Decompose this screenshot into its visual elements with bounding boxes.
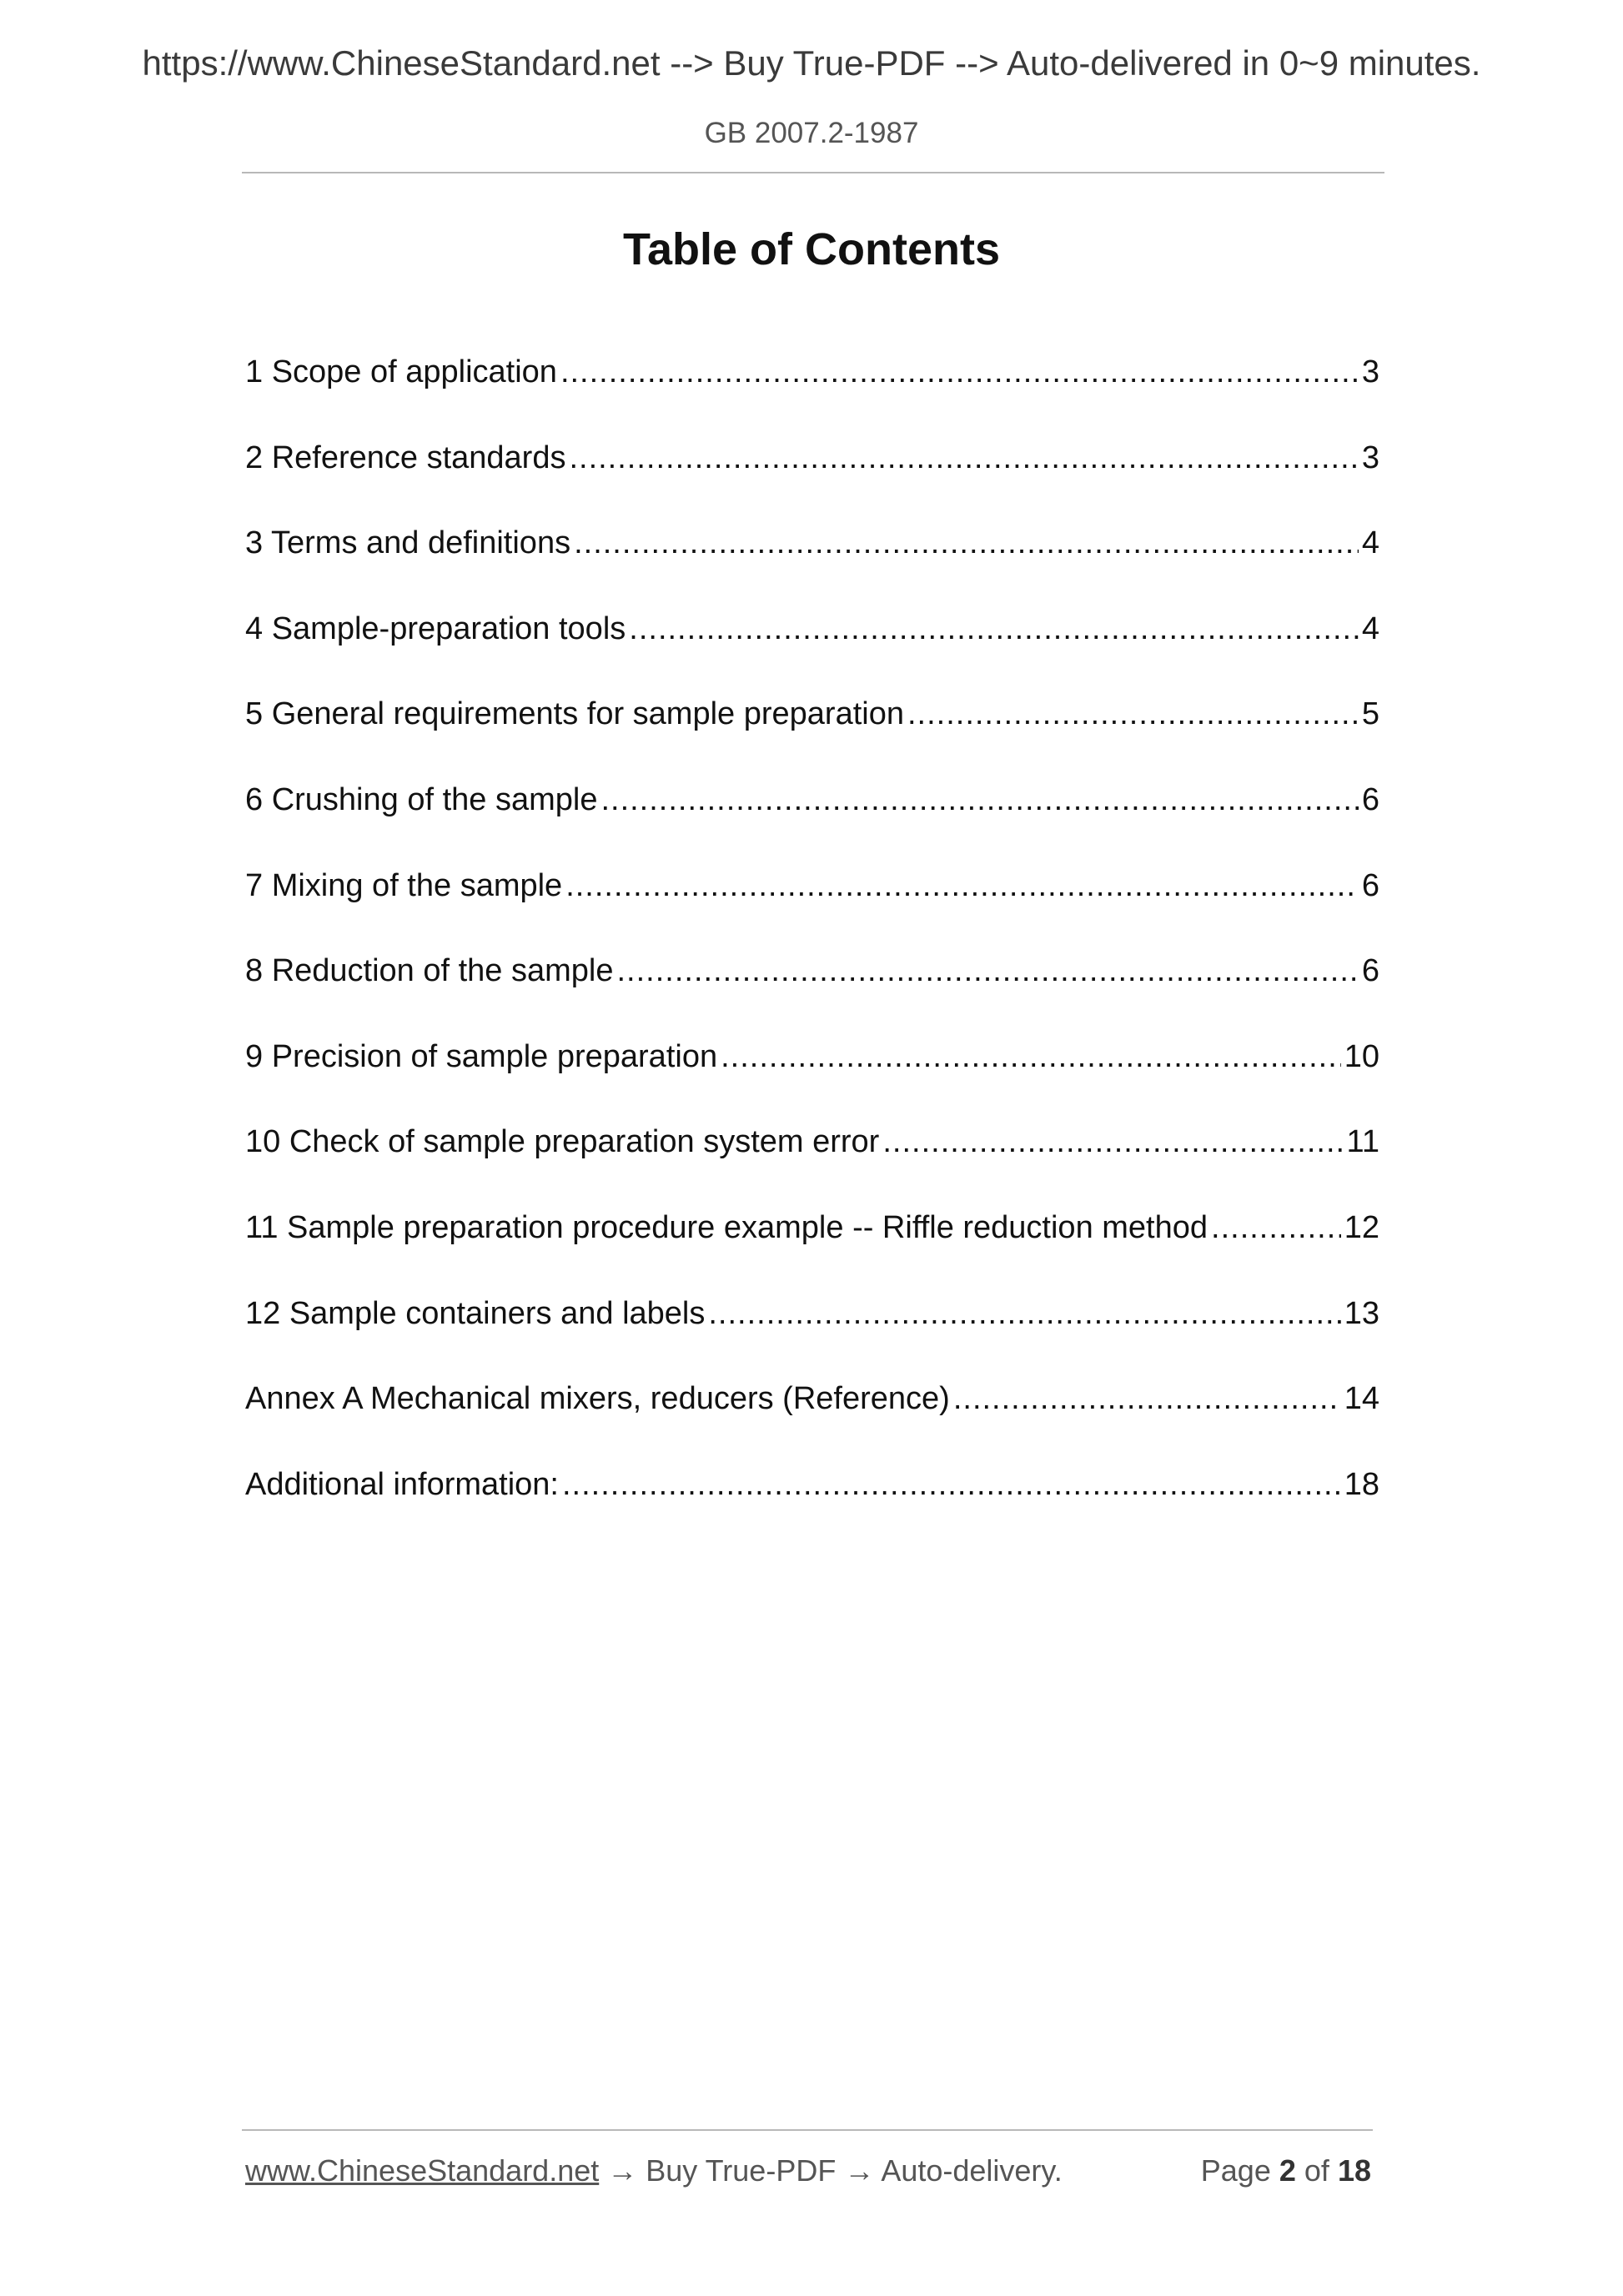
toc-leader-dots bbox=[721, 1039, 1341, 1075]
toc-entry-page: 6 bbox=[1361, 781, 1379, 817]
toc-entry-crushing[interactable] bbox=[245, 782, 1379, 868]
toc-entry-label: Annex A Mechanical mixers, reducers (Reference) bbox=[245, 1381, 950, 1417]
toc-entry-label: Additional information: bbox=[245, 1466, 559, 1502]
toc-entry-reduction[interactable] bbox=[245, 953, 1379, 1039]
toc-entry-label: 9 Precision of sample preparation bbox=[245, 1038, 718, 1074]
toc-entry-label: 8 Reduction of the sample bbox=[245, 953, 614, 989]
toc-leader-dots bbox=[617, 953, 1359, 989]
toc-entry-label: 10 Check of sample preparation system error bbox=[245, 1124, 880, 1160]
toc-entry-page: 3 bbox=[1361, 440, 1379, 475]
toc-entry-label: 1 Scope of application bbox=[245, 354, 557, 389]
toc-entry-procedure-example[interactable] bbox=[245, 1210, 1379, 1296]
toc-leader-dots bbox=[953, 1381, 1341, 1417]
toc-entry-page: 10 bbox=[1344, 1038, 1379, 1074]
toc-entry-page: 6 bbox=[1361, 953, 1379, 989]
top-banner: https://www.ChineseStandard.net --> Buy True-PDF --> Auto-delivered in 0~9 minutes. bbox=[142, 43, 1481, 83]
toc-leader-dots bbox=[574, 525, 1359, 561]
toc-entry-label: 5 General requirements for sample preparation bbox=[245, 696, 904, 732]
toc-entry-page: 5 bbox=[1361, 696, 1379, 732]
toc-entry-sample-preparation-tools[interactable] bbox=[245, 611, 1379, 697]
toc-entry-label: 6 Crushing of the sample bbox=[245, 781, 598, 817]
toc-leader-dots bbox=[600, 782, 1358, 818]
total-page-count: 18 bbox=[1337, 2153, 1371, 2188]
toc-entry-page: 11 bbox=[1346, 1124, 1379, 1160]
toc-entry-reference-standards[interactable] bbox=[245, 440, 1379, 526]
toc-entry-terms-definitions[interactable] bbox=[245, 525, 1379, 611]
toc-entry-label: 11 Sample preparation procedure example -- Riffle reduction method bbox=[245, 1209, 1208, 1245]
toc-entry-label: 4 Sample-preparation tools bbox=[245, 610, 626, 646]
toc-entry-page: 3 bbox=[1361, 354, 1379, 389]
toc-leader-dots bbox=[569, 440, 1358, 476]
of-word: of bbox=[1304, 2153, 1329, 2188]
toc-entry-mixing[interactable] bbox=[245, 868, 1379, 954]
header-divider bbox=[242, 172, 1384, 173]
page-title: Table of Contents bbox=[623, 224, 1000, 274]
toc-leader-dots bbox=[708, 1296, 1340, 1332]
toc-entry-page: 4 bbox=[1361, 610, 1379, 646]
current-page-number: 2 bbox=[1279, 2153, 1296, 2188]
toc-leader-dots bbox=[1211, 1210, 1341, 1246]
toc-entry-label: 3 Terms and definitions bbox=[245, 525, 571, 561]
toc-entry-page: 14 bbox=[1344, 1381, 1379, 1417]
toc-entry-system-error-check[interactable] bbox=[245, 1124, 1379, 1210]
toc-entry-scope[interactable] bbox=[245, 354, 1379, 440]
toc-entry-precision[interactable] bbox=[245, 1039, 1379, 1125]
table-of-contents bbox=[245, 354, 1379, 1552]
toc-entry-page: 6 bbox=[1361, 867, 1379, 903]
toc-entry-containers-labels[interactable] bbox=[245, 1296, 1379, 1382]
toc-leader-dots bbox=[562, 1467, 1341, 1503]
toc-leader-dots bbox=[629, 611, 1359, 647]
footer-divider bbox=[242, 2129, 1373, 2131]
toc-entry-general-requirements[interactable] bbox=[245, 696, 1379, 782]
toc-leader-dots bbox=[565, 868, 1359, 904]
toc-entry-annex-a[interactable] bbox=[245, 1381, 1379, 1467]
toc-entry-page: 18 bbox=[1344, 1466, 1379, 1502]
toc-leader-dots bbox=[560, 354, 1359, 390]
document-code: GB 2007.2-1987 bbox=[704, 117, 919, 149]
footer-left bbox=[245, 2153, 1063, 2188]
toc-entry-page: 4 bbox=[1361, 525, 1379, 561]
toc-leader-dots bbox=[907, 696, 1359, 732]
page-word: Page bbox=[1200, 2153, 1271, 2188]
toc-entry-label: 12 Sample containers and labels bbox=[245, 1295, 706, 1331]
page-indicator bbox=[1201, 2153, 1371, 2188]
toc-entry-label: 2 Reference standards bbox=[245, 440, 566, 475]
toc-entry-page: 12 bbox=[1344, 1209, 1379, 1245]
toc-leader-dots bbox=[882, 1124, 1343, 1160]
toc-entry-additional-information[interactable] bbox=[245, 1467, 1379, 1553]
footer-website-link[interactable]: www.ChineseStandard.net bbox=[245, 2153, 600, 2188]
toc-entry-page: 13 bbox=[1344, 1295, 1379, 1331]
toc-entry-label: 7 Mixing of the sample bbox=[245, 867, 563, 903]
footer-tagline: → Buy True-PDF → Auto-delivery. bbox=[599, 2153, 1063, 2188]
